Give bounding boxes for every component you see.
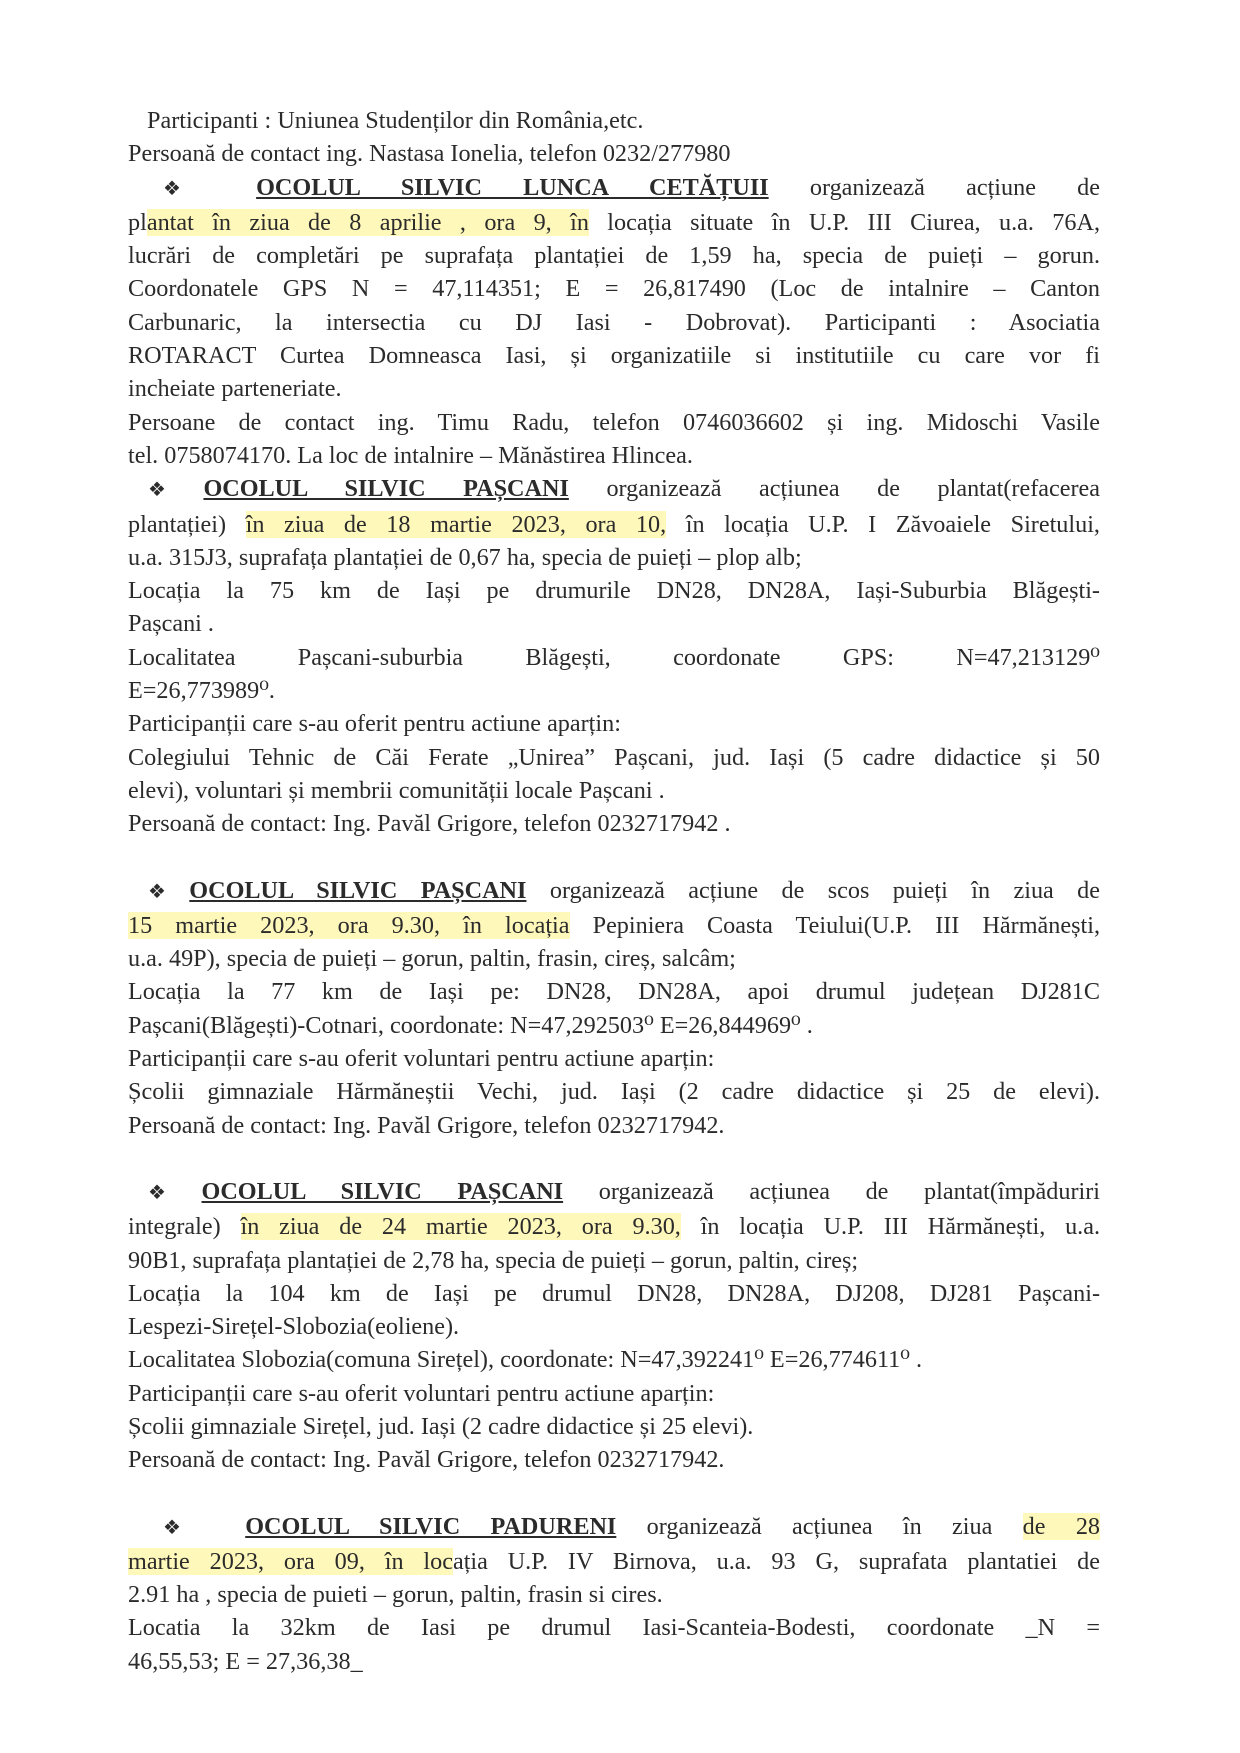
section-line: Pașcani . xyxy=(128,610,214,638)
section-line: elevi), voluntari și membrii comunității locale Pașcani . xyxy=(128,776,665,804)
organization-name: OCOLUL SILVIC PADURENI xyxy=(245,1512,617,1540)
highlighted-text: antat în ziua de 8 aprilie , ora 9, în xyxy=(146,208,589,236)
section-line: Participanții care s-au oferit pentru actiune aparțin: xyxy=(128,710,621,738)
bullet-icon: ❖ xyxy=(163,177,217,200)
organization-name: OCOLUL SILVIC LUNCA CETĂȚUII xyxy=(256,173,769,201)
organization-name: OCOLUL SILVIC PAȘCANI xyxy=(203,475,569,503)
section-line: Locația la 77 km de Iași pe: DN28, DN28A, apoi drumul județean DJ281C xyxy=(128,978,1100,1006)
section-line: Persoană de contact: Ing. Pavăl Grigore, telefon 0232717942 . xyxy=(128,810,731,838)
section-lunca-cetatuii-heading: ❖ OCOLUL SILVIC LUNCA CETĂȚUII organizează acțiune de xyxy=(163,173,1100,201)
section-line: Localitatea Pașcani-suburbia Blăgești, coordonate GPS: N=47,213129⁰ xyxy=(128,643,1100,671)
section-line: Persoană de contact: Ing. Pavăl Grigore, telefon 0232717942. xyxy=(128,1111,725,1139)
highlighted-text: 15 martie 2023, ora 9.30, în locația xyxy=(128,911,570,939)
highlighted-text: martie 2023, ora 09, în loc xyxy=(128,1547,453,1575)
organization-name: OCOLUL SILVIC PAȘCANI xyxy=(189,876,527,904)
section-line: lucrări de completări pe suprafața plantației de 1,59 ha, specia de puieți – gorun. xyxy=(128,242,1100,270)
intro-participants: Participanti : Uniunea Studenților din România,etc. xyxy=(147,107,644,134)
section-line: Localitatea Slobozia(comuna Sirețel), coordonate: N=47,392241⁰ E=26,774611⁰ . xyxy=(128,1346,923,1374)
section-line: Pașcani(Blăgești)-Cotnari, coordonate: N=47,292503⁰ E=26,844969⁰ . xyxy=(128,1011,813,1039)
section-line: Locația la 75 km de Iași pe drumurile DN28, DN28A, Iași-Suburbia Blăgești- xyxy=(128,577,1100,605)
highlighted-text: în ziua de 24 martie 2023, ora 9.30, xyxy=(240,1213,681,1241)
intro-contact: Persoană de contact ing. Nastasa Ionelia, telefon 0232/277980 xyxy=(128,140,731,168)
section-line: E=26,773989⁰. xyxy=(128,677,275,705)
section-line: Persoane de contact ing. Timu Radu, telefon 0746036602 și ing. Midoschi Vasile xyxy=(128,408,1100,436)
section-line: 46,55,53; E = 27,36,38_ xyxy=(128,1647,363,1675)
section-line: Școlii gimnaziale Hărmăneștii Vechi, jud. Iași (2 cadre didactice și 25 de elevi). xyxy=(128,1078,1100,1106)
section-line: martie 2023, ora 09, în locația U.P. IV Birnova, u.a. 93 G, suprafata plantatiei de xyxy=(128,1547,1101,1575)
section-line: Participanții care s-au oferit voluntari pentru actiune aparțin: xyxy=(128,1045,715,1073)
section-line: Lespezi-Sirețel-Slobozia(eoliene). xyxy=(128,1313,460,1341)
section-line: 2.91 ha , specia de puieti – gorun, paltin, frasin si cires. xyxy=(128,1581,663,1609)
section-line: Carbunaric, la intersectia cu DJ Iasi - Dobrovat). Participanti : Asociatia xyxy=(128,308,1100,336)
highlighted-text: de 28 xyxy=(1022,1512,1101,1540)
section-line: Coordonatele GPS N = 47,114351; E = 26,817490 (Loc de intalnire – Canton xyxy=(128,275,1100,303)
organization-name: OCOLUL SILVIC PAȘCANI xyxy=(201,1177,564,1205)
section-line: plantat în ziua de 8 aprilie , ora 9, în locația situate în U.P. III Ciurea, u.a. 76A, xyxy=(128,208,1100,236)
section-line: Persoană de contact: Ing. Pavăl Grigore, telefon 0232717942. xyxy=(128,1446,725,1474)
bullet-icon: ❖ xyxy=(148,479,198,502)
section-pascani-impaduriri-heading: ❖ OCOLUL SILVIC PAȘCANI organizează acțiunea de plantat(împăduriri xyxy=(148,1177,1100,1205)
section-pascani-refacere-heading: ❖ OCOLUL SILVIC PAȘCANI organizează acțiunea de plantat(refacerea xyxy=(148,475,1100,503)
section-pascani-scos-puieti-heading: ❖ OCOLUL SILVIC PAȘCANI organizează acțiune de scos puieți în ziua de xyxy=(148,876,1100,904)
document-body xyxy=(128,104,1100,1678)
bullet-icon: ❖ xyxy=(163,1516,206,1539)
section-line: ROTARACT Curtea Domneasca Iasi, și organizatiile si institutiile cu care vor fi xyxy=(128,342,1100,370)
section-padureni-heading: ❖ OCOLUL SILVIC PADURENI organizează acțiunea în ziua de 28 xyxy=(163,1512,1101,1540)
highlighted-text: în ziua de 18 martie 2023, ora 10, xyxy=(245,510,667,538)
section-line: integrale) în ziua de 24 martie 2023, ora 9.30, în locația U.P. III Hărmănești, u.a. xyxy=(128,1213,1101,1241)
section-line: u.a. 315J3, suprafața plantației de 0,67 ha, specia de puieți – plop alb; xyxy=(128,543,802,571)
bullet-icon: ❖ xyxy=(148,880,184,903)
section-line: Școlii gimnaziale Sirețel, jud. Iași (2 cadre didactice și 25 elevi). xyxy=(128,1412,754,1440)
bullet-icon: ❖ xyxy=(148,1181,196,1204)
section-line: u.a. 49P), specia de puieți – gorun, paltin, frasin, cireș, salcâm; xyxy=(128,945,736,973)
section-line: Colegiului Tehnic de Căi Ferate „Unirea” Pașcani, jud. Iași (5 cadre didactice și 50 xyxy=(128,743,1100,771)
section-line: plantației) în ziua de 18 martie 2023, ora 10, în locația U.P. I Zăvoaiele Siretului, xyxy=(128,510,1100,538)
section-line: Locația la 104 km de Iași pe drumul DN28, DN28A, DJ208, DJ281 Pașcani- xyxy=(128,1279,1100,1307)
section-line: Participanții care s-au oferit voluntari pentru actiune aparțin: xyxy=(128,1379,715,1407)
section-line: tel. 0758074170. La loc de intalnire – Mănăstirea Hlincea. xyxy=(128,441,693,469)
section-line: Locatia la 32km de Iasi pe drumul Iasi-Scanteia-Bodesti, coordonate _N = xyxy=(128,1614,1100,1642)
section-line: incheiate parteneriate. xyxy=(128,375,342,403)
section-line: 90B1, suprafața plantației de 2,78 ha, specia de puieți – gorun, paltin, cireș; xyxy=(128,1246,859,1274)
section-line: 15 martie 2023, ora 9.30, în locația Pepiniera Coasta Teiului(U.P. III Hărmănești, xyxy=(128,911,1100,939)
